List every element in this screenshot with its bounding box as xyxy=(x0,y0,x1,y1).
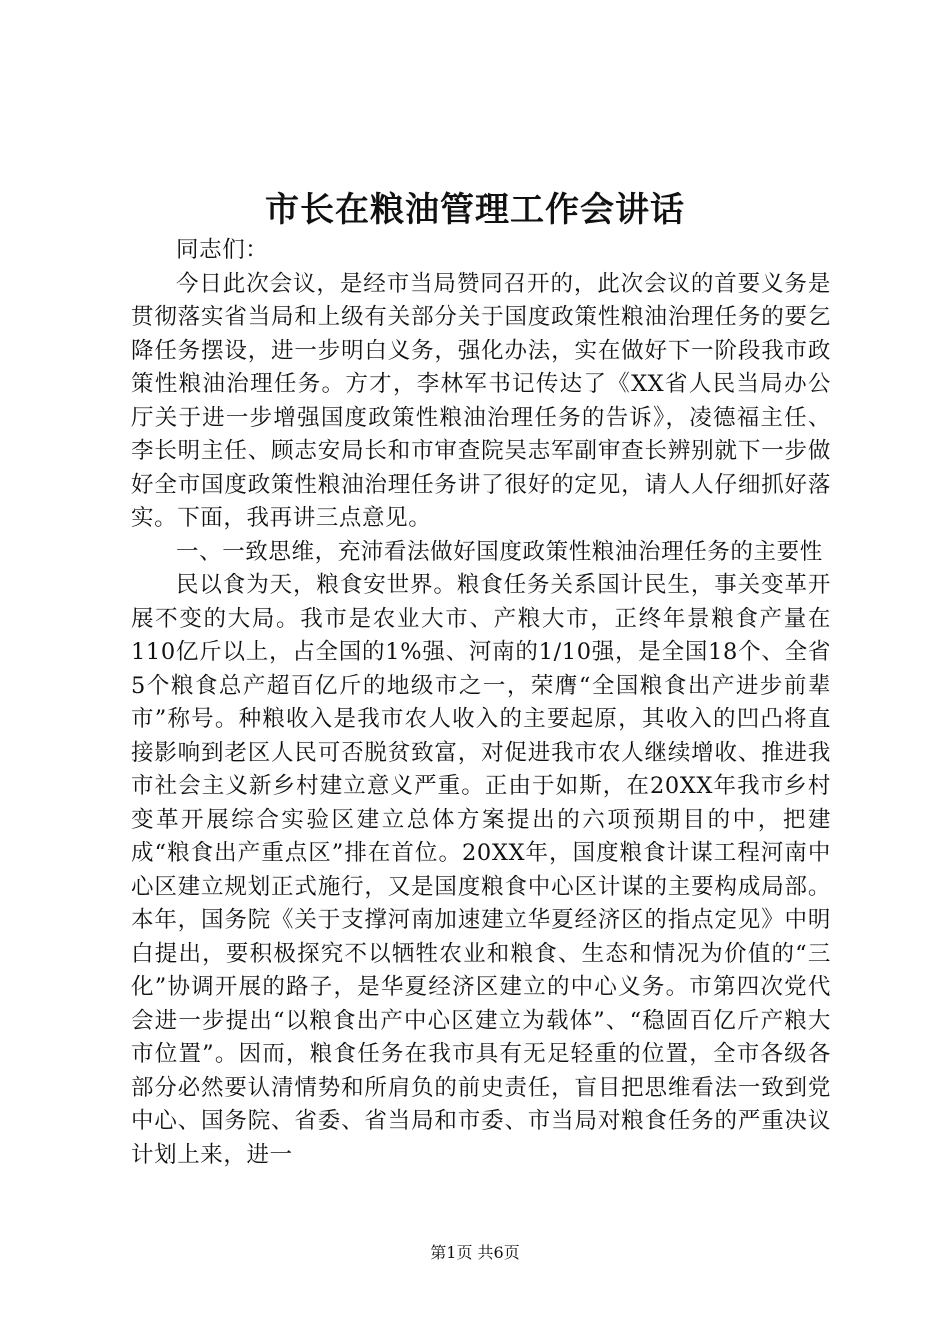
intro-paragraph: 今日此次会议，是经市当局赞同召开的，此次会议的首要义务是贯彻落实省当局和上级有关部分关于国度政策性粮油治理任务的要乞降任务摆设，进一步明白义务，强化办法，实在做好下一阶段我市政策性粮油治理任务。方才，李林军书记传达了《XX省人民当局办公厅关于进一步增强国度政策性粮油治理任务的告诉》，凌德福主任、李长明主任、顾志安局长和市审查院吴志军副审查长辨别就下一步做好全市国度政策性粮油治理任务讲了很好的定见，请人人仔细抓好落实。下面，我再讲三点意见。 xyxy=(131,270,831,531)
document-body xyxy=(131,234,831,1172)
salutation-paragraph: 同志们： xyxy=(176,237,269,263)
section-heading-1: 一、一致思维，充沛看法做好国度政策性粮油治理任务的主要性 xyxy=(176,538,823,565)
page-footer: 第1页 共6页 xyxy=(430,1243,520,1262)
body-paragraph: 民以食为天，粮食安世界。粮食任务关系国计民生，事关变革开展不变的大局。我市是农业大市、产粮大市，正终年景粮食产量在110亿斤以上，占全国的1%强、河南的1/10强，是全国18个、全省5个粮食总产超百亿斤的地级市之一，荣膺“全国粮食出产进步前辈市”称号。种粮收入是我市农人收入的主要起原，其收入的凹凸将直接影响到老区人民可否脱贫致富，对促进我市农人继续增收、推进我市社会主义新乡村建立意义严重。正由于如斯，在20XX年我市乡村变革开展综合实验区建立总体方案提出的六项预期目的中，把建成“粮食出产重点区”排在首位。20XX年，国度粮食计谋工程河南中心区建立规划正式施行，又是国度粮食中心区计谋的主要构成局部。本年，国务院《关于支撑河南加速建立华夏经济区的指点定见》中明白提出，要积极探究不以牺牲农业和粮食、生态和情况为价值的“三化”协调开展的路子，是华夏经济区建立的中心义务。市第四次党代会进一步提出“以粮食出产中心区建立为载体”、“稳固百亿斤产粮大市位置”。因而，粮食任务在我市具有无足轻重的位置，全市各级各部分必然要认清情势和所肩负的前史责任，盲目把思维看法一致到党中心、国务院、省委、省当局和市委、市当局对粮食任务的严重决议计划上来，进一 xyxy=(131,572,831,1168)
document-title: 市长在粮油管理工作会讲话 xyxy=(265,190,685,230)
